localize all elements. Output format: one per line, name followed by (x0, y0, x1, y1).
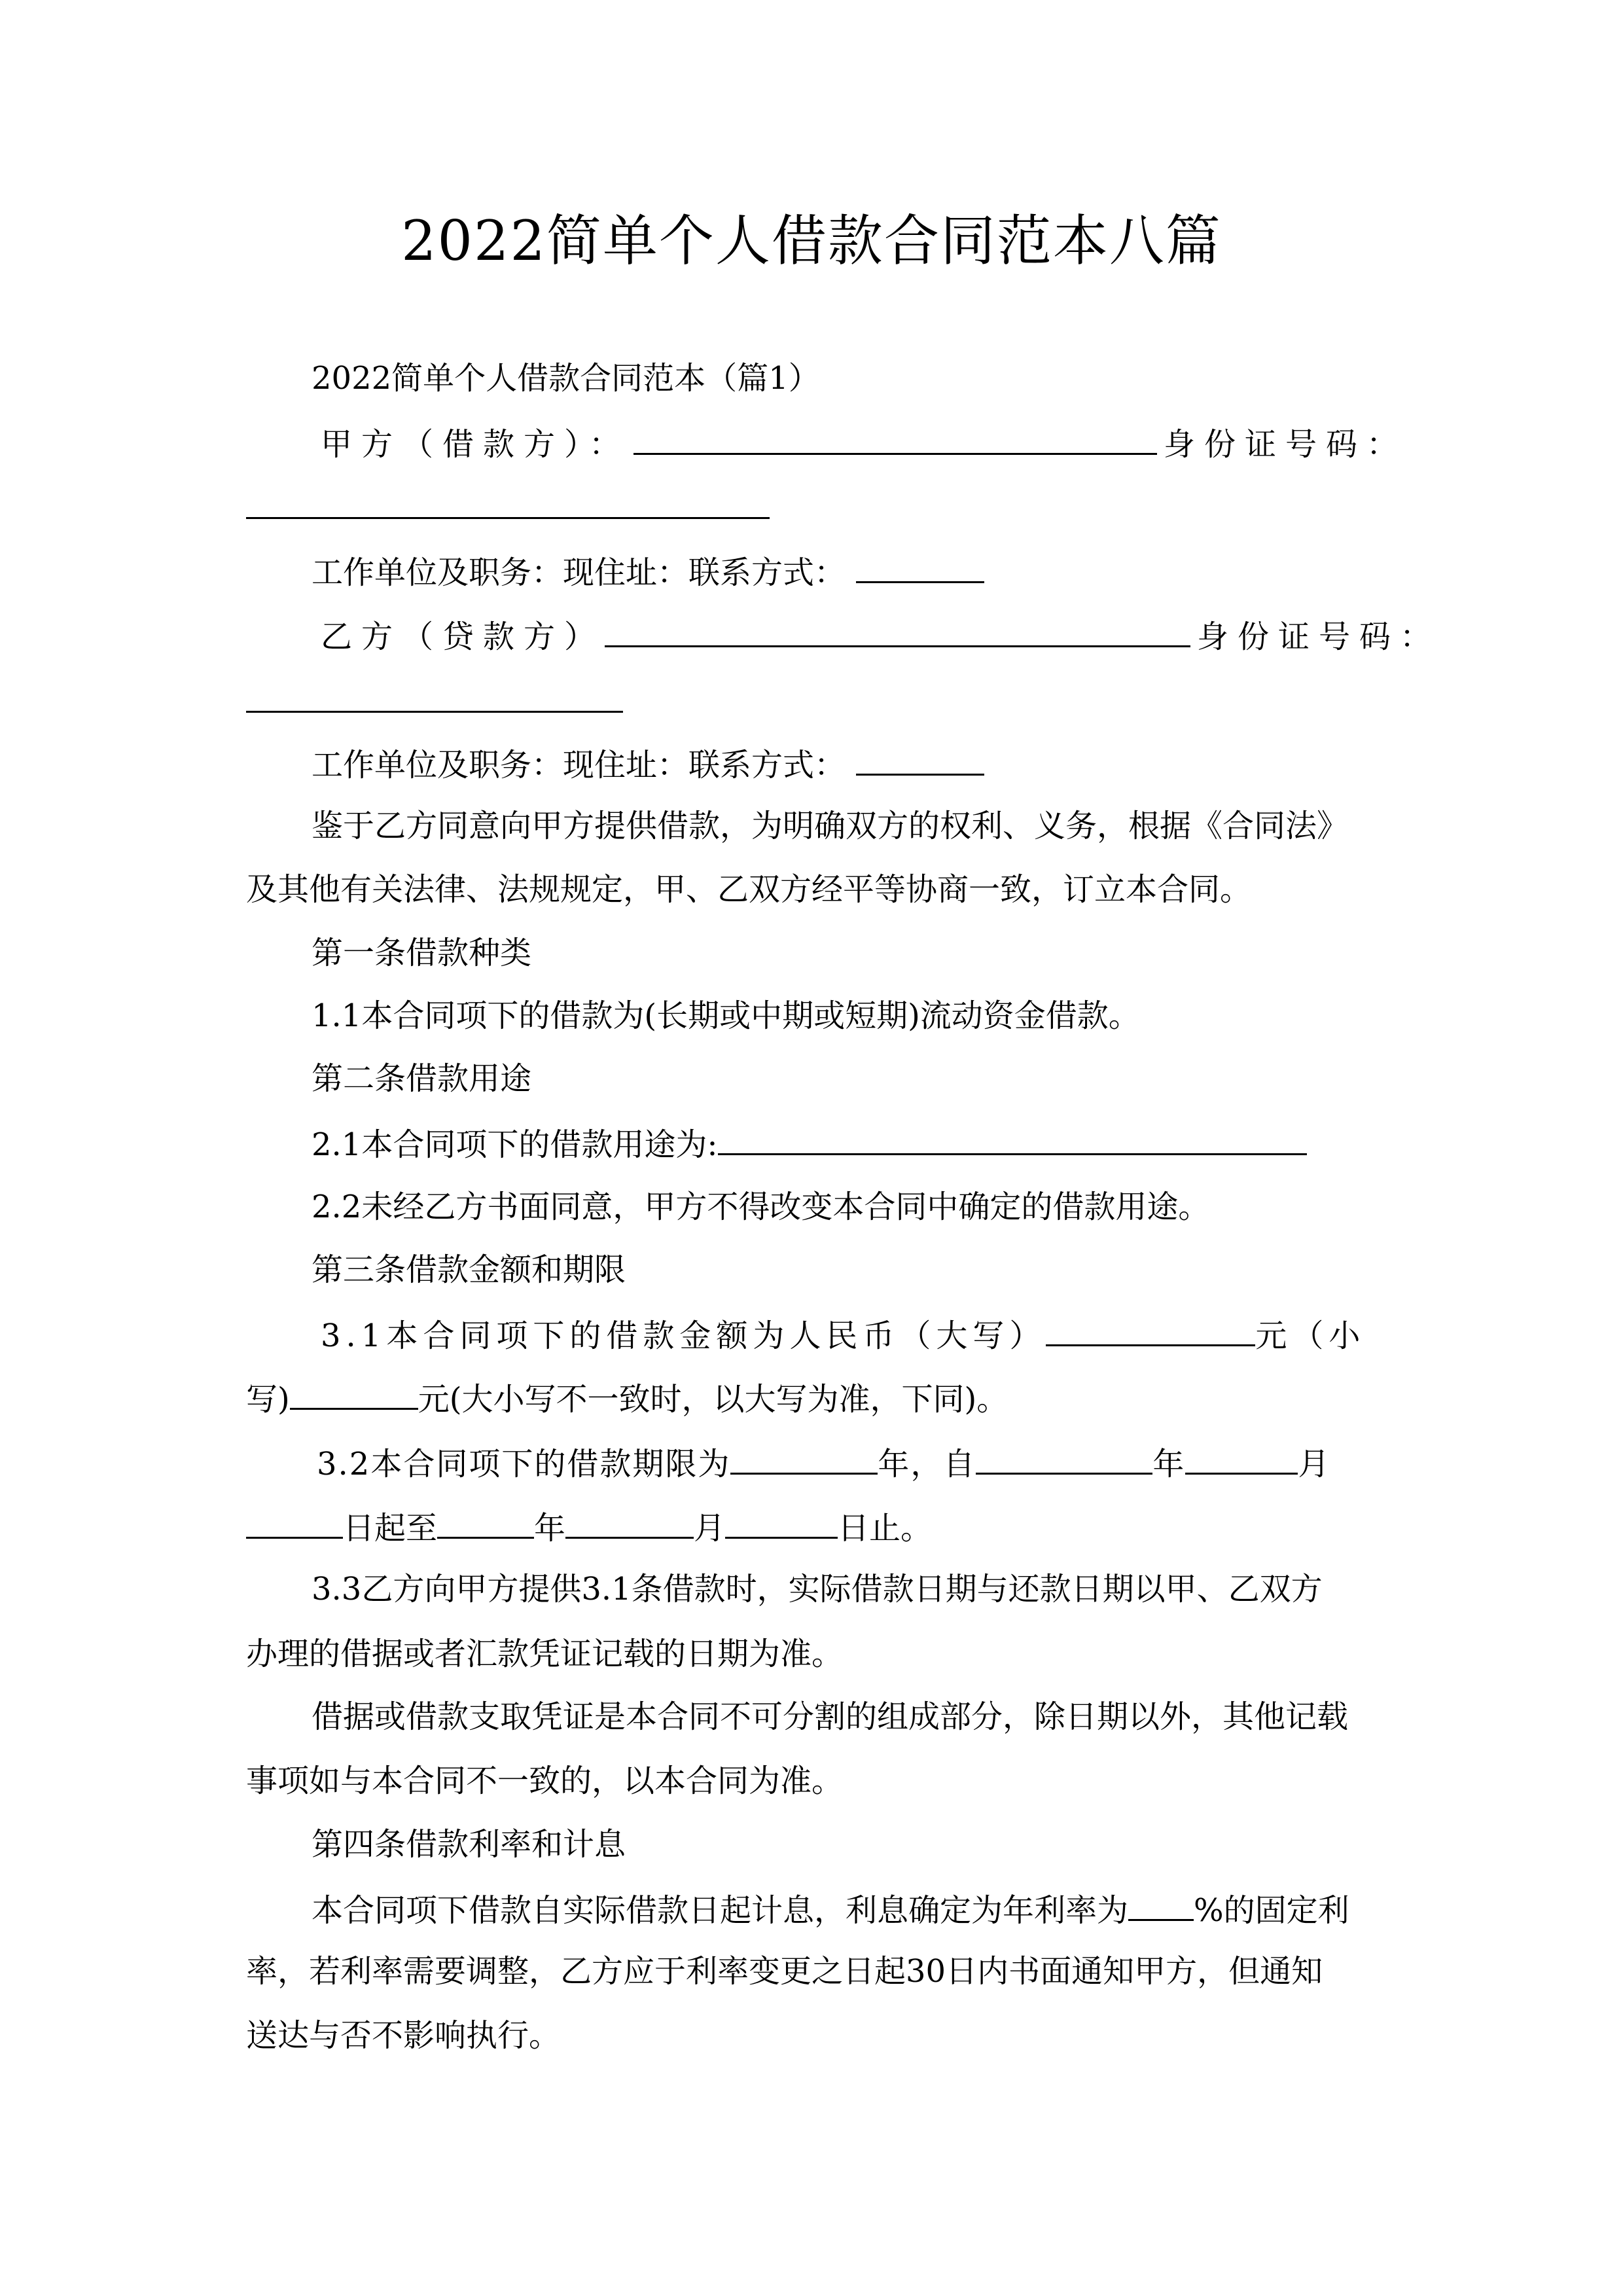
clause-3-1-note: 元(大小写不一致时，以大写为准，下同)。 (418, 1381, 1008, 1418)
receipt-clause-line-1: 借据或借款支取凭证是本合同不可分割的组成部分，除日期以外，其他记载 (312, 1698, 1349, 1735)
clause-3-1-text: 3.1本合同项下的借款金额为人民币（大写） (321, 1318, 1046, 1354)
clause-3-1-cont: 写) (246, 1381, 290, 1418)
start-day-blank[interactable] (246, 1507, 343, 1539)
start-month-blank[interactable] (1185, 1443, 1298, 1475)
clause-3-2-month: 月 (1298, 1446, 1331, 1482)
clause-3-2-day-to: 日起至 (343, 1510, 438, 1547)
article-4-line-2: 率，若利率需要调整，乙方应于利率变更之日起30日内书面通知甲方，但通知 (246, 1953, 1323, 1990)
amount-lowercase-blank[interactable] (290, 1378, 418, 1410)
party-a-row (321, 423, 1407, 464)
clause-2-1-row (312, 1123, 1307, 1164)
party-b-id-label: 身份证号码： (1197, 619, 1441, 655)
article-3-heading: 第三条借款金额和期限 (312, 1251, 626, 1288)
party-a-id-label: 身份证号码： (1164, 426, 1408, 463)
amount-uppercase-blank[interactable] (1046, 1314, 1255, 1346)
article-4-text: 本合同项下借款自实际借款日起计息，利息确定为年利率为 (312, 1892, 1129, 1929)
start-year-blank[interactable] (976, 1443, 1152, 1475)
clause-1-1: 1.1本合同项下的借款为(长期或中期或短期)流动资金借款。 (312, 997, 1140, 1034)
party-a-info-label: 工作单位及职务：现住址：联系方式： (312, 554, 846, 591)
clause-2-1-label: 2.1本合同项下的借款用途为: (312, 1126, 718, 1163)
article-4-heading: 第四条借款利率和计息 (312, 1826, 626, 1863)
end-year-blank[interactable] (437, 1507, 534, 1539)
term-years-blank[interactable] (730, 1443, 878, 1475)
party-a-label: 甲方（借款方）： (321, 426, 630, 463)
party-b-contact-blank[interactable] (856, 744, 984, 776)
clause-3-2-end-year: 年 (534, 1510, 566, 1547)
clause-3-2-row-1 (317, 1443, 1330, 1484)
party-b-info-label: 工作单位及职务：现住址：联系方式： (312, 747, 846, 783)
party-b-label: 乙方（贷款方） (321, 619, 605, 655)
party-a-info-row (312, 551, 984, 592)
party-b-info-row (312, 744, 984, 785)
party-b-id-blank[interactable] (246, 711, 623, 713)
article-1-heading: 第一条借款种类 (312, 935, 532, 971)
end-day-blank[interactable] (725, 1507, 838, 1539)
interest-rate-blank[interactable] (1128, 1889, 1194, 1921)
clause-3-2-year-from: 年，自 (878, 1446, 976, 1482)
party-b-row (321, 615, 1440, 656)
clause-2-2: 2.2未经乙方书面同意，甲方不得改变本合同中确定的借款用途。 (312, 1189, 1210, 1225)
loan-purpose-blank[interactable] (718, 1123, 1307, 1155)
clause-3-1-yuan: 元（小 (1255, 1318, 1366, 1354)
clause-3-2-year: 年 (1152, 1446, 1186, 1482)
clause-3-1-row-2 (246, 1378, 1008, 1419)
section-subtitle: 2022简单个人借款合同范本（篇1） (312, 360, 820, 397)
document-title: 2022简单个人借款合同范本八篇 (401, 209, 1222, 273)
article-4-rate-suffix: %的固定利 (1194, 1892, 1349, 1929)
clause-3-2-text: 3.2本合同项下的借款期限为 (317, 1446, 731, 1482)
clause-3-1-row-1 (321, 1314, 1365, 1355)
preamble-line-2: 及其他有关法律、法规规定，甲、乙双方经平等协商一致，订立本合同。 (246, 871, 1252, 908)
end-month-blank[interactable] (565, 1507, 694, 1539)
article-4-row-1 (312, 1889, 1349, 1930)
clause-3-3-line-1: 3.3乙方向甲方提供3.1条借款时，实际借款日期与还款日期以甲、乙双方 (312, 1571, 1323, 1607)
party-a-id-blank[interactable] (246, 517, 770, 519)
preamble-line-1: 鉴于乙方同意向甲方提供借款，为明确双方的权利、义务，根据《合同法》 (312, 808, 1349, 844)
article-2-heading: 第二条借款用途 (312, 1060, 532, 1097)
party-a-name-blank[interactable] (633, 423, 1157, 455)
party-a-contact-blank[interactable] (856, 551, 984, 583)
receipt-clause-line-2: 事项如与本合同不一致的，以本合同为准。 (246, 1763, 844, 1799)
article-4-line-3: 送达与否不影响执行。 (246, 2017, 561, 2054)
clause-3-2-end: 日止。 (838, 1510, 933, 1547)
clause-3-2-end-month: 月 (694, 1510, 726, 1547)
clause-3-2-row-2 (246, 1507, 932, 1548)
clause-3-3-line-2: 办理的借据或者汇款凭证记载的日期为准。 (246, 1636, 844, 1672)
party-b-name-blank[interactable] (605, 615, 1190, 647)
